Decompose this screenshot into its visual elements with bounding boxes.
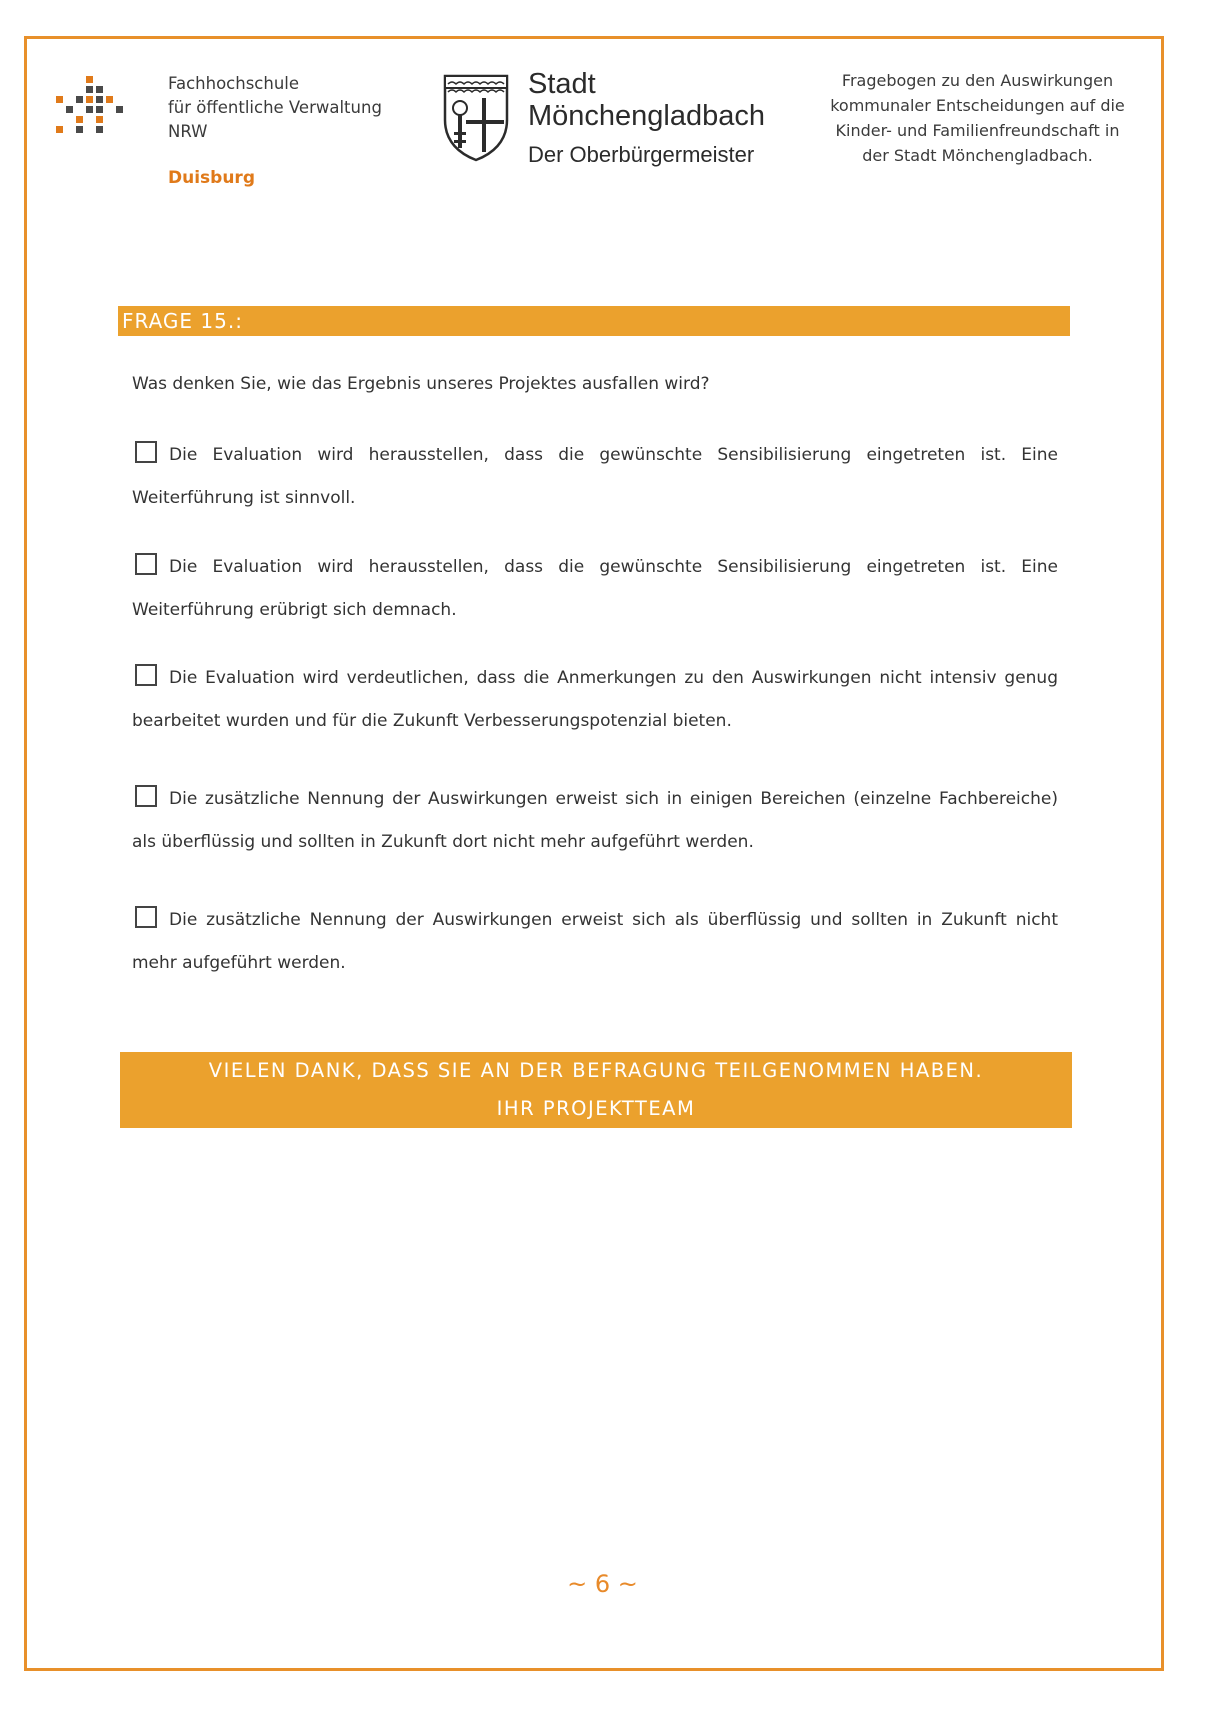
survey-title-line: der Stadt Mönchengladbach. [862, 146, 1093, 165]
answer-checkbox[interactable] [135, 441, 157, 463]
answer-checkbox[interactable] [135, 553, 157, 575]
answer-checkbox[interactable] [135, 785, 157, 807]
answer-option-text: Die Evaluation wird herausstellen, dass die gewünschte Sensibilisierung eingetreten ist. Eine Weiterführung ist sinnvoll. [132, 445, 1058, 508]
answer-option [132, 778, 1058, 864]
institution-line: für öffentliche Verwaltung [168, 98, 382, 117]
survey-title-line: Kinder- und Familienfreundschaft in [835, 121, 1120, 140]
answer-option [132, 657, 1058, 743]
city-name-block [528, 68, 765, 168]
survey-title-line: kommunaler Entscheidungen auf die [830, 96, 1125, 115]
answer-option-text: Die Evaluation wird verdeutlichen, dass die Anmerkungen zu den Auswirkungen nicht intensiv genug bearbeitet wurden und für die Zukunft Verbesserungspotenzial bieten. [132, 668, 1058, 731]
institution-line: Fachhochschule [168, 74, 300, 93]
city-name: Mönchengladbach [528, 100, 766, 132]
institution-line: NRW [168, 122, 208, 141]
thank-you-line: VIELEN DANK, DASS SIE AN DER BEFRAGUNG TEILGENOMMEN HABEN. [208, 1059, 984, 1082]
answer-checkbox[interactable] [135, 664, 157, 686]
fh-logo [56, 72, 126, 142]
survey-title [820, 68, 1135, 168]
city-office: Der Oberbürgermeister [528, 142, 755, 167]
institution-name [168, 72, 382, 144]
answer-checkbox[interactable] [135, 906, 157, 928]
city-crest-icon [442, 70, 510, 162]
city-word: Stadt [528, 68, 596, 100]
project-team-line: IHR PROJEKTTEAM [496, 1097, 696, 1120]
answer-option [132, 434, 1058, 520]
answer-option-text: Die zusätzliche Nennung der Auswirkungen erweist sich in einigen Bereichen (einzelne Fachbereiche) als überflüssig und sollten in Zukunft dort nicht mehr aufgeführt werden. [132, 789, 1058, 852]
answer-option-text: Die zusätzliche Nennung der Auswirkungen erweist sich als überflüssig und sollten in Zukunft nicht mehr aufgeführt werden. [132, 910, 1058, 973]
thank-you-banner [120, 1052, 1072, 1128]
page-number: ~ 6 ~ [567, 1570, 638, 1598]
question-label: FRAGE 15.: [118, 306, 1070, 336]
answer-option [132, 899, 1058, 985]
answer-option-text: Die Evaluation wird herausstellen, dass die gewünschte Sensibilisierung eingetreten ist. Eine Weiterführung erübrigt sich demnach. [132, 557, 1058, 620]
answer-option [132, 546, 1058, 632]
question-text: Was denken Sie, wie das Ergebnis unseres Projektes ausfallen wird? [132, 374, 710, 394]
institution-city: Duisburg [168, 168, 255, 188]
survey-title-line: Fragebogen zu den Auswirkungen [841, 71, 1114, 90]
